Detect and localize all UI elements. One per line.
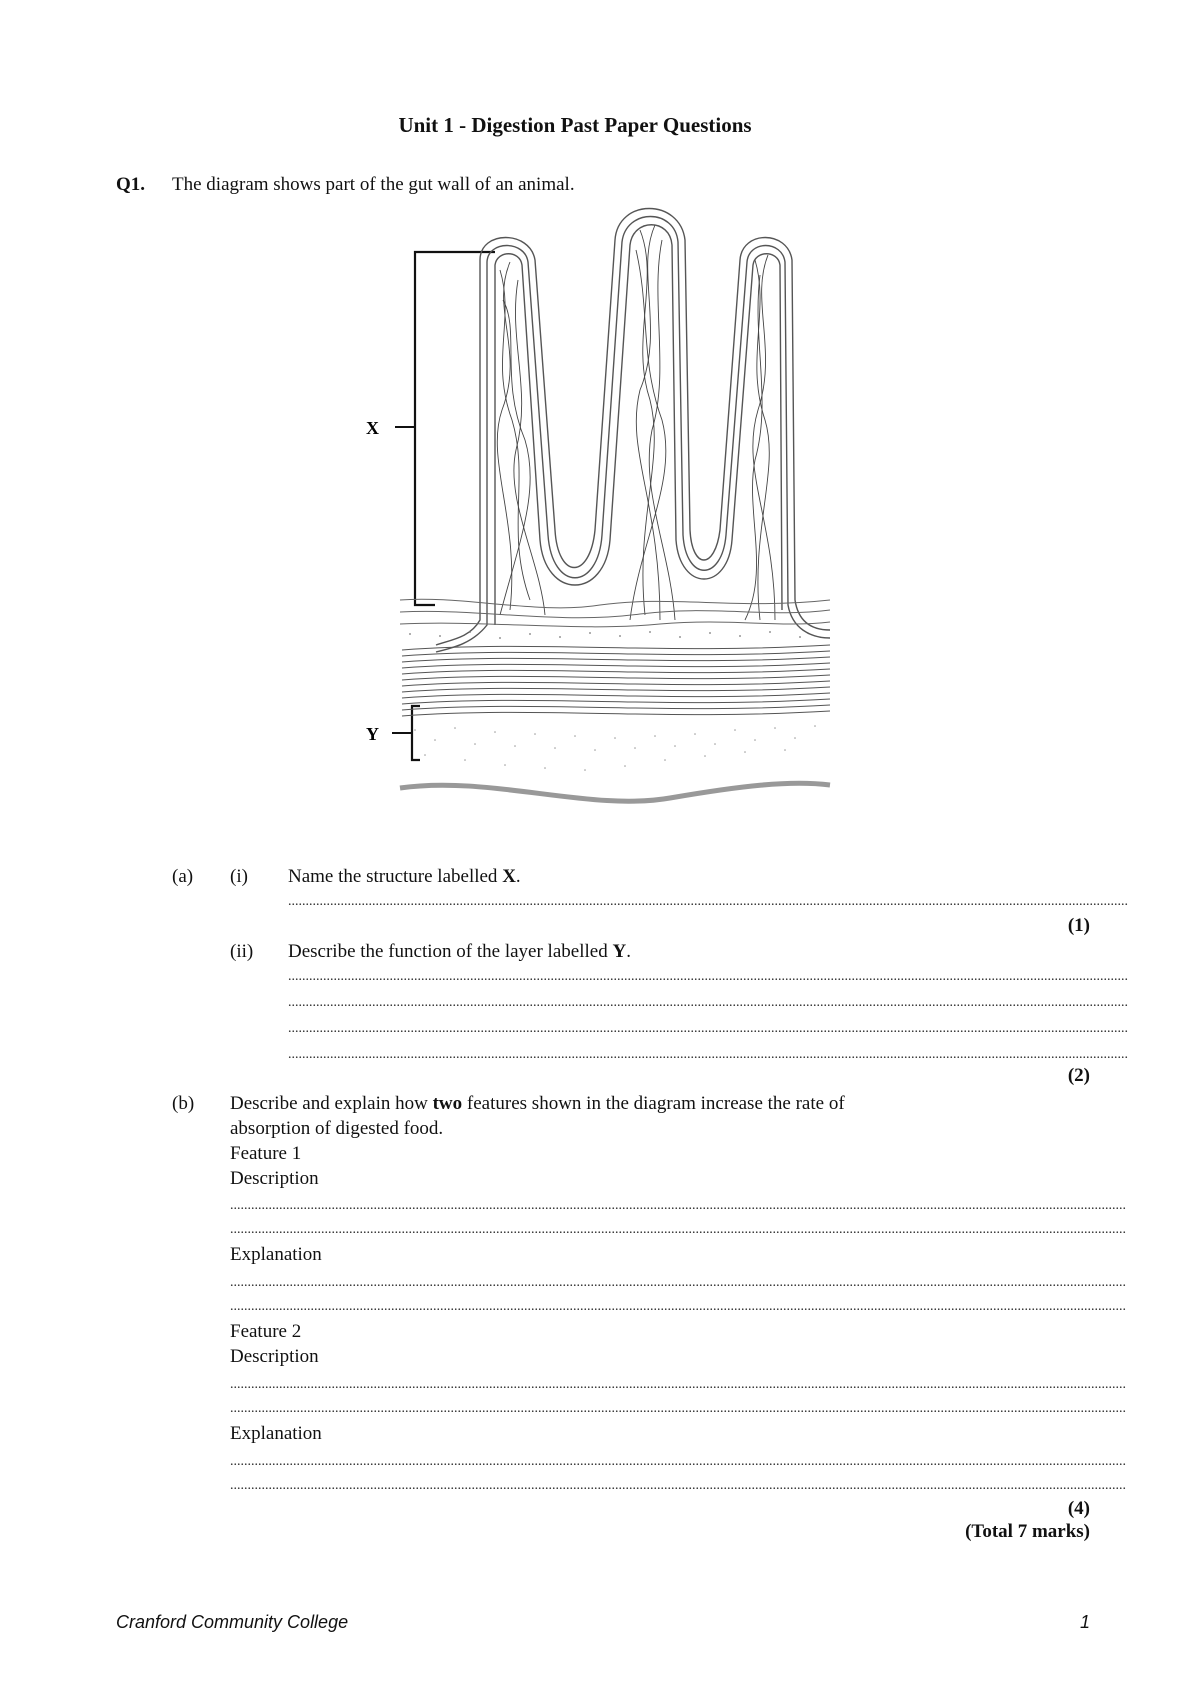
- answer-line[interactable]: ................................................................................................................................................................................................................................................................: [230, 1377, 1126, 1392]
- part-a-label: (a): [172, 866, 194, 887]
- feature-1-heading: Feature 1: [230, 1143, 302, 1164]
- part-b-label: (b): [172, 1093, 195, 1114]
- part-a-ii-label: (ii): [230, 941, 254, 962]
- answer-line[interactable]: ................................................................................................................................................................................................................................................................: [230, 1299, 1126, 1314]
- answer-line[interactable]: ................................................................................................................................................................................................................................................: [288, 894, 1128, 909]
- feature-1-description-label: Description: [230, 1168, 319, 1189]
- mark-a-ii: (2): [1067, 1065, 1090, 1086]
- answer-line[interactable]: ................................................................................................................................................................................................................................................................: [230, 1454, 1126, 1469]
- label-y: Y: [366, 724, 379, 744]
- page-number: 1: [1079, 1612, 1090, 1632]
- total-marks: (Total 7 marks): [965, 1521, 1090, 1542]
- question-number: Q1.: [116, 174, 146, 195]
- answer-line[interactable]: ................................................................................................................................................................................................................................................................: [230, 1275, 1126, 1290]
- mark-b: (4): [1067, 1498, 1090, 1519]
- answer-line[interactable]: ................................................................................................................................................................................................................................................................: [230, 1401, 1126, 1416]
- label-x: X: [366, 418, 379, 438]
- answer-line[interactable]: ................................................................................................................................................................................................................................................: [288, 1021, 1128, 1036]
- footer-college: Cranford Community College: [116, 1612, 349, 1632]
- feature-2-heading: Feature 2: [230, 1321, 302, 1342]
- question-stem: The diagram shows part of the gut wall of an animal.: [172, 174, 575, 195]
- answer-line[interactable]: ................................................................................................................................................................................................................................................: [288, 995, 1128, 1010]
- part-b-text-line2: absorption of digested food.: [230, 1118, 444, 1139]
- part-a-ii-text: Describe the function of the layer labelled Y.: [288, 941, 631, 962]
- feature-2-explanation-label: Explanation: [230, 1423, 322, 1444]
- part-a-i-text: Name the structure labelled X.: [288, 866, 521, 887]
- part-a-i-label: (i): [230, 866, 248, 887]
- answer-line[interactable]: ................................................................................................................................................................................................................................................: [288, 1047, 1128, 1062]
- mark-a-i: (1): [1067, 915, 1090, 936]
- feature-2-description-label: Description: [230, 1346, 319, 1367]
- answer-line[interactable]: ................................................................................................................................................................................................................................................: [288, 969, 1128, 984]
- page-title: Unit 1 - Digestion Past Paper Questions: [398, 113, 752, 137]
- answer-line[interactable]: ................................................................................................................................................................................................................................................................: [230, 1478, 1126, 1493]
- gut-wall-diagram: [340, 200, 860, 840]
- feature-1-explanation-label: Explanation: [230, 1244, 322, 1265]
- answer-line[interactable]: ................................................................................................................................................................................................................................................................: [230, 1198, 1126, 1213]
- part-b-text-line1: Describe and explain how two features shown in the diagram increase the rate of: [230, 1093, 845, 1114]
- answer-line[interactable]: ................................................................................................................................................................................................................................................................: [230, 1222, 1126, 1237]
